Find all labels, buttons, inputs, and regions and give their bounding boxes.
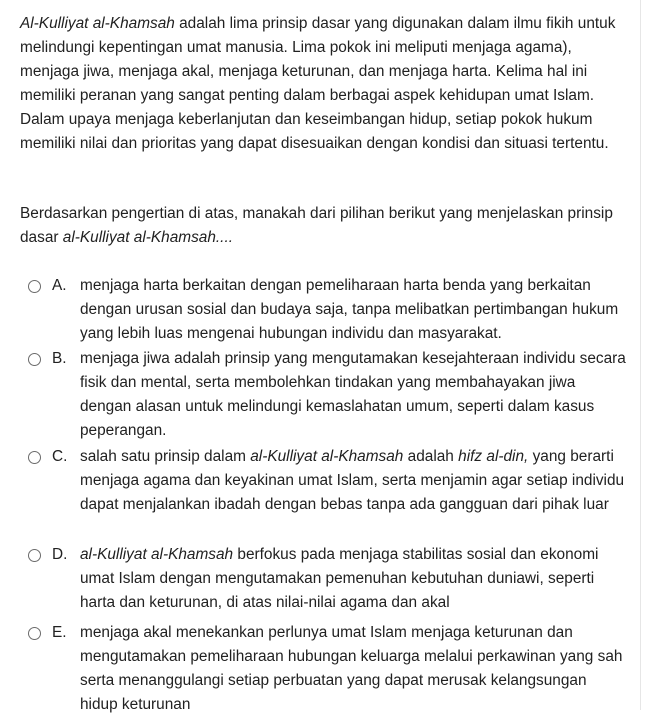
- radio-button-d[interactable]: [28, 549, 41, 562]
- option-text-d-part2: berfokus pada menjaga stabilitas sosial dan ekonomi umat Islam dengan mengutamakan pemenuhan kebutuhan duniawi, seperti harta dan keturunan, di atas nilai-nilai agama dan akal: [80, 546, 599, 612]
- option-text-e: [80, 621, 626, 717]
- option-text-c: [80, 445, 626, 517]
- answer-option-d[interactable]: [28, 543, 626, 615]
- option-text-c-italic1: al-Kulliyat al-Khamsah: [250, 448, 404, 465]
- passage-term: Al-Kulliyat al-Khamsah: [20, 15, 175, 32]
- radio-button-b[interactable]: [28, 353, 41, 366]
- option-text-c-italic2: hifz al-din,: [458, 448, 529, 465]
- radio-button-c[interactable]: [28, 451, 41, 464]
- option-text-e-part1: menjaga akal menekankan perlunya umat Islam menjaga keturunan dan mengutamakan pemeliharaan hubungan keluarga melalui perkawinan yang sah serta menanggulangi setiap perbuatan yang dapat merusak kelangsungan hidup keturunan: [80, 624, 623, 714]
- answer-option-b[interactable]: [28, 347, 626, 443]
- option-text-c-part3: yang berarti menjaga agama dan keyakinan umat Islam, serta menjamin agar setiap individu dapat menjalankan ibadah dengan bebas tanpa ada gangguan dari pihak luar: [80, 448, 625, 514]
- option-letter-e: E.: [52, 624, 67, 641]
- option-text-a: [80, 274, 626, 346]
- radio-button-a[interactable]: [28, 280, 41, 293]
- option-text-b-part1: menjaga jiwa adalah prinsip yang mengutamakan kesejahteraan individu secara fisik dan mental, serta membolehkan tindakan yang membahayakan jiwa dengan alasan untuk melindungi kemaslahatan umum, seperti dalam kasus peperangan.: [80, 350, 626, 440]
- option-letter-d: D.: [52, 546, 68, 563]
- answer-option-e[interactable]: [28, 621, 626, 717]
- radio-button-e[interactable]: [28, 627, 41, 640]
- question-prompt: [20, 202, 626, 250]
- answer-option-c[interactable]: [28, 445, 626, 517]
- question-prefix: Berdasarkan pengertian di atas, manakah dari pilihan berikut yang menjelaskan prinsip dasar: [20, 205, 613, 247]
- option-text-a-part1: menjaga harta berkaitan dengan pemeliharaan harta benda yang berkaitan dengan urusan sosial dan budaya saja, tanpa melibatkan pertimbangan hukum yang lebih luas mengenai hubungan individu dan masyarakat.: [80, 277, 619, 343]
- option-text-c-part2: adalah: [403, 448, 459, 465]
- passage-body: adalah lima prinsip dasar yang digunakan dalam ilmu fikih untuk melindungi kepentingan umat manusia. Lima pokok ini meliputi menjaga agama), menjaga jiwa, menjaga akal, menjaga keturunan, dan menjaga harta. Kelima hal ini memiliki peranan yang sangat penting dalam berbagai aspek kehidupan umat Islam. Dalam upaya menjaga keberlanjutan dan keseimbangan hidup, setiap pokok hukum memiliki nilai dan prioritas yang dapat disesuaikan dengan kondisi dan situasi tertentu.: [20, 15, 616, 153]
- option-text-b: [80, 347, 626, 443]
- option-text-d: [80, 543, 626, 615]
- option-letter-b: B.: [52, 350, 67, 367]
- option-letter-a: A.: [52, 277, 67, 294]
- passage-text: [20, 12, 626, 157]
- answer-option-a[interactable]: [28, 274, 626, 346]
- option-letter-c: C.: [52, 448, 68, 465]
- option-text-c-part1: salah satu prinsip dalam: [80, 448, 251, 465]
- question-term: al-Kulliyat al-Khamsah....: [62, 229, 234, 247]
- option-text-d-italic1: al-Kulliyat al-Khamsah: [80, 546, 234, 563]
